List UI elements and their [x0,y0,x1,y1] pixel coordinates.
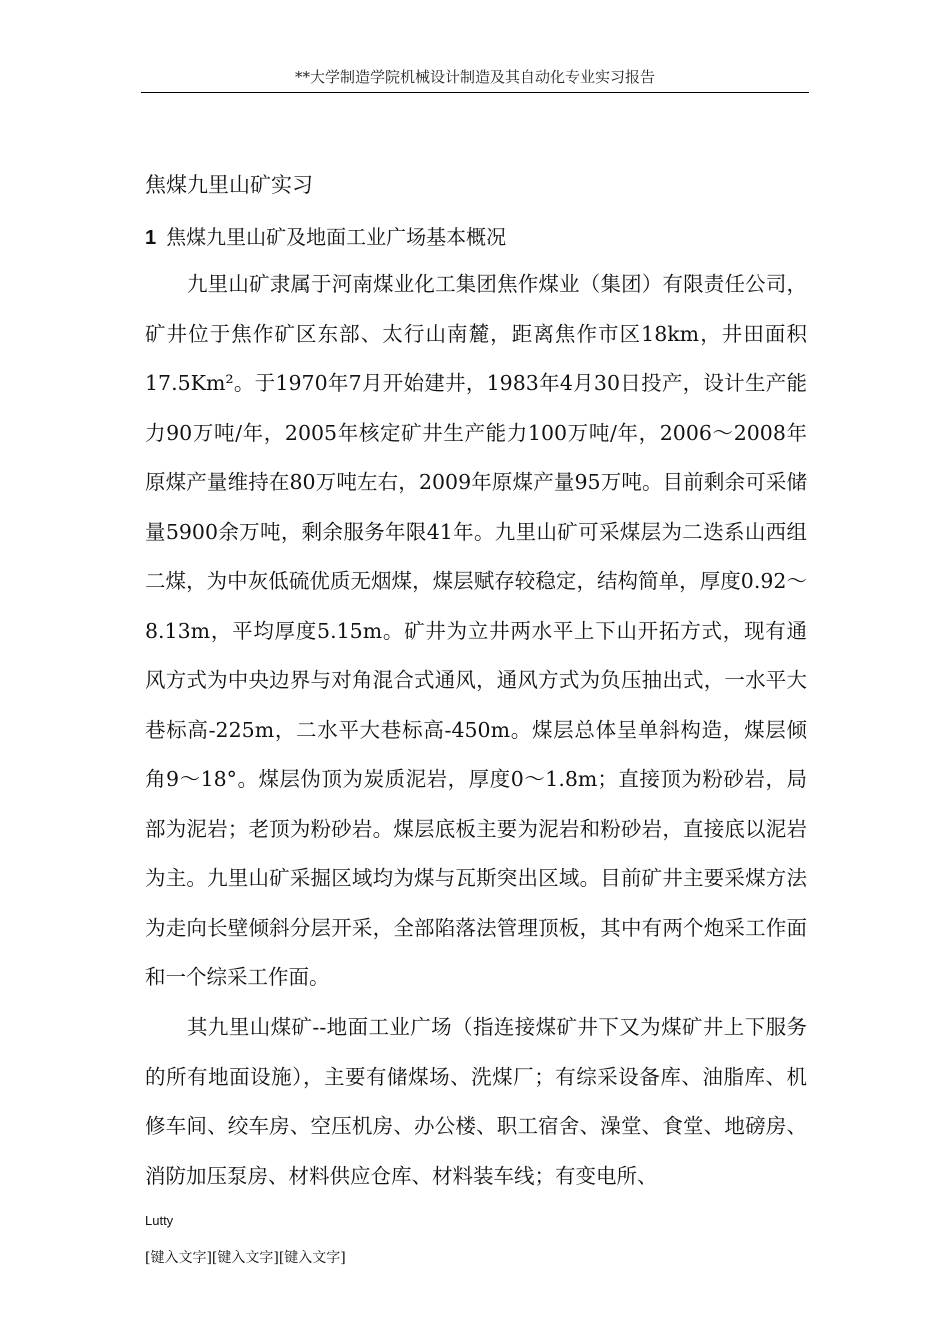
page-footer: [键入文字][键入文字][键入文字] [145,1250,346,1266]
section-number: 1 [145,227,157,249]
document-title: 焦煤九里山矿实习 [145,173,313,197]
section-title: 焦煤九里山矿及地面工业广场基本概况 [166,225,507,249]
body-paragraph: 九里山矿隶属于河南煤业化工集团焦作煤业（集团）有限责任公司，矿井位于焦作矿区东部、太行山南麓，距离焦作市区18km，井田面积17.5Km²。于1970年7月开始建井，1983年4月30日投产，设计生产能力90万吨/年，2005年核定矿井生产能力100万吨/年，2006～2008年原煤产量维持在80万吨左右，2009年原煤产量95万吨。目前剩余可采储量5900余万吨，剩余服务年限41年。九里山矿可采煤层为二迭系山西组二煤，为中灰低硫优质无烟煤，煤层赋存较稳定，结构简单，厚度0.92～8.13m，平均厚度5.15m。矿井为立井两水平上下山开拓方式，现有通风方式为中央边界与对角混合式通风，通风方式为负压抽出式，一水平大巷标高-225m，二水平大巷标高-450m。煤层总体呈单斜构造，煤层倾角9～18°。煤层伪顶为炭质泥岩，厚度0～1.8m；直接顶为粉砂岩，局部为泥岩；老顶为粉砂岩。煤层底板主要为泥岩和粉砂岩，直接底以泥岩为主。九里山矿采掘区域均为煤与瓦斯突出区域。目前矿井主要采煤方法为走向长壁倾斜分层开采，全部陷落法管理顶板，其中有两个炮采工作面和一个综采工作面。 [145,272,807,989]
body-paragraph: 其九里山煤矿--地面工业广场（指连接煤矿井下又为煤矿井上下服务的所有地面设施），主要有储煤场、洗煤厂；有综采设备库、油脂库、机修车间、绞车房、空压机房、办公楼、职工宿舍、澡堂、食堂、地磅房、消防加压泵房、材料供应仓库、材料装车线；有变电所、 [145,1015,807,1188]
footer-author: Lutty [145,1213,174,1228]
section-heading [145,222,506,253]
page-header: **大学制造学院机械设计制造及其自动化专业实习报告 [294,68,655,86]
header-divider [141,92,809,93]
